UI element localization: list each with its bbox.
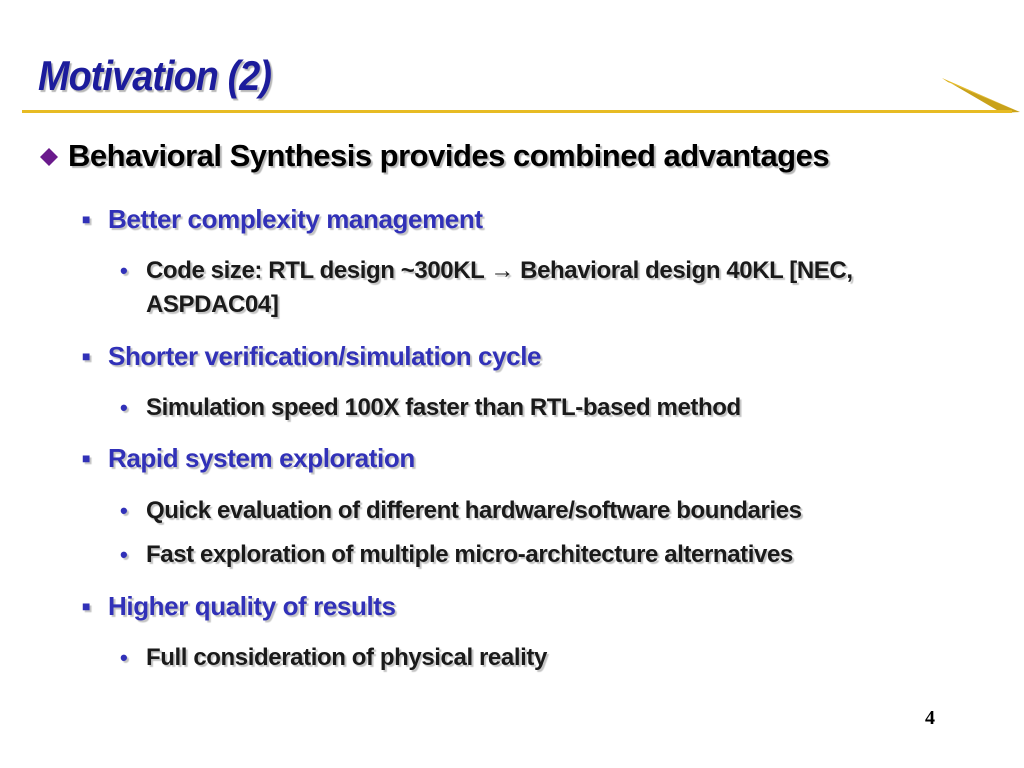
round-bullet-icon: • bbox=[120, 395, 128, 420]
round-bullet-icon: • bbox=[120, 258, 128, 283]
main-bullet-item bbox=[38, 138, 829, 174]
round-bullet-icon: • bbox=[120, 542, 128, 567]
section-heading-complexity bbox=[82, 204, 483, 235]
point-code-size bbox=[120, 254, 946, 322]
diamond-bullet-icon bbox=[38, 138, 68, 174]
point-text: Simulation speed 100X faster than RTL-based method bbox=[146, 394, 741, 421]
point-physical-reality bbox=[120, 641, 547, 675]
section-heading-text: Higher quality of results bbox=[108, 591, 396, 621]
point-text: Code size: RTL design ~300KL → Behavioral design 40KL [NEC, ASPDAC04] bbox=[146, 257, 853, 318]
point-simulation-speed bbox=[120, 391, 741, 425]
round-bullet-icon: • bbox=[120, 645, 128, 670]
point-fast-exploration bbox=[120, 538, 793, 572]
section-heading-verification bbox=[82, 341, 541, 372]
section-heading-text: Rapid system exploration bbox=[108, 443, 415, 473]
title-underline bbox=[22, 110, 1012, 113]
page-number: 4 bbox=[925, 707, 935, 729]
main-bullet-text: Behavioral Synthesis provides combined advantages bbox=[68, 138, 830, 173]
square-bullet-icon: ■ bbox=[82, 211, 91, 227]
section-heading-text: Better complexity management bbox=[108, 204, 483, 234]
slide-title: Motivation (2) bbox=[38, 52, 272, 99]
point-text: Fast exploration of multiple micro-architecture alternatives bbox=[146, 541, 793, 568]
point-text: Full consideration of physical reality bbox=[146, 644, 547, 671]
square-bullet-icon: ■ bbox=[82, 348, 91, 364]
section-heading-exploration bbox=[82, 443, 415, 474]
square-bullet-icon: ■ bbox=[82, 598, 91, 614]
section-heading-text: Shorter verification/simulation cycle bbox=[108, 341, 542, 371]
square-bullet-icon: ■ bbox=[82, 450, 91, 466]
section-heading-quality bbox=[82, 591, 396, 622]
point-quick-evaluation bbox=[120, 494, 802, 528]
round-bullet-icon: • bbox=[120, 498, 128, 523]
point-text: Quick evaluation of different hardware/software boundaries bbox=[146, 497, 802, 524]
